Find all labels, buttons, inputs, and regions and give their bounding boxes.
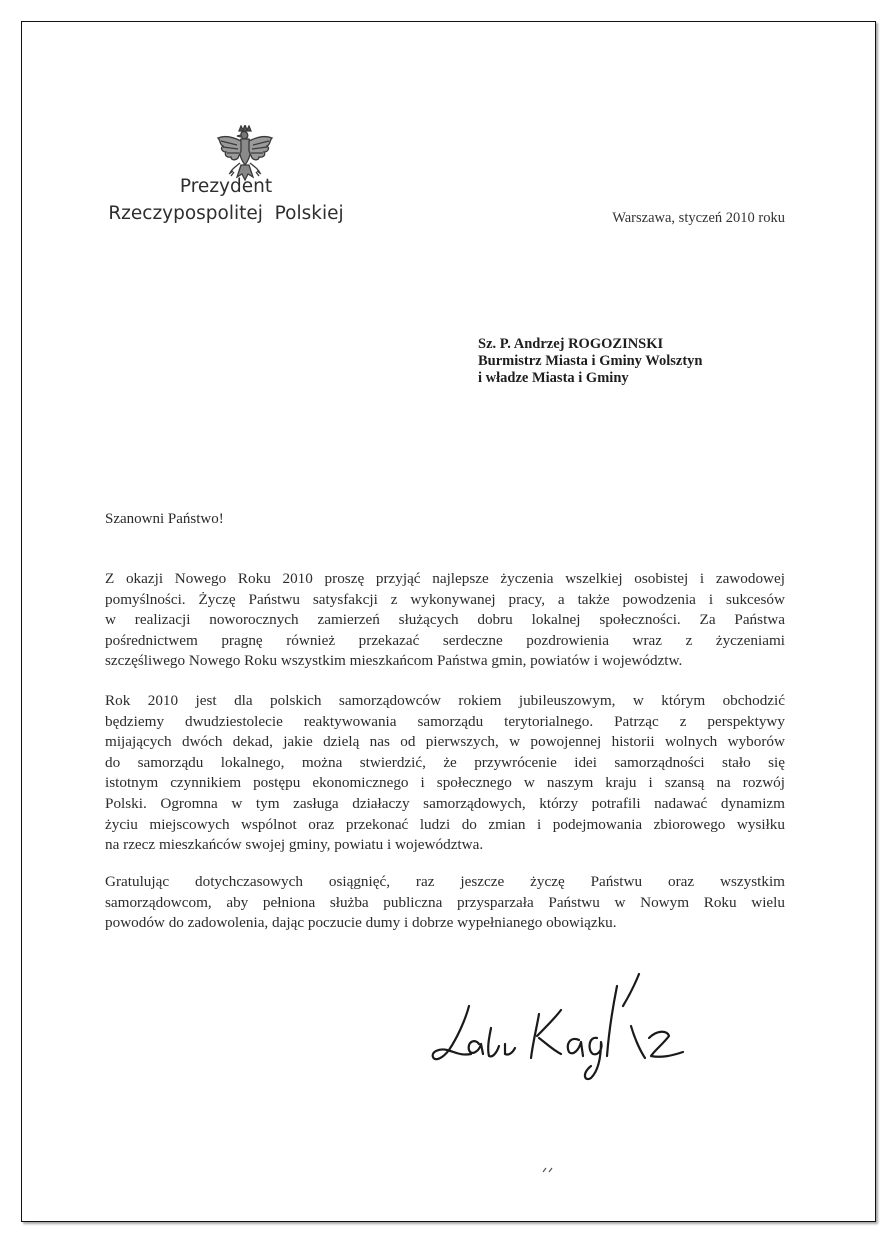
paragraph-line: do samorządu lokalnego, można stwierdzić, że przywrócenie idei samorządności stało się xyxy=(105,753,785,771)
paragraph-line: samorządowcom, aby pełniona służba publiczna przysparzała Państwu w Nowym Roku wielu xyxy=(105,893,785,911)
office-title-line-1: Prezydent xyxy=(179,176,273,197)
paragraph-line: będziemy dwudziestolecie reaktywowania samorządu terytorialnego. Patrząc z perspektywy xyxy=(105,712,785,730)
paragraph-line: Z okazji Nowego Roku 2010 proszę przyjąć najlepsze życzenia wszelkiej osobistej i zawodowej xyxy=(105,570,785,587)
letter-date: Warszawa, styczeń 2010 roku xyxy=(612,210,785,226)
paragraph-line: na rzecz mieszkańców swojej gminy, powiatu i województwa. xyxy=(105,836,484,854)
paragraph-line: Gratulując dotychczasowych osiągnięć, raz jeszcze życzę Państwu oraz wszystkim xyxy=(105,873,785,890)
office-title xyxy=(101,173,351,227)
small-mark-icon xyxy=(541,1166,555,1174)
paragraph-line: powodów do zadowolenia, dając poczucie dumy i dobrze wypełnianego obowiązku. xyxy=(105,914,617,932)
paragraph-line: Rok 2010 jest dla polskich samorządowców rokiem jubileuszowym, w którym obchodzić xyxy=(105,692,785,709)
recipient-block xyxy=(478,336,702,387)
paragraph-line: mijających dwóch dekad, jakie dzielą nas od pierwszych, w powojennej historii wolnych wyborów xyxy=(105,733,785,751)
paragraph-1 xyxy=(105,569,785,672)
paragraph-line: szczęśliwego Nowego Roku wszystkim mieszkańcom Państwa gmin, powiatów i województw. xyxy=(105,652,683,670)
paragraph-line: życiu miejscowych wspólnot oraz przekonać ludzi do zmian i podejmowania zbiorowego wysiłku xyxy=(105,815,785,833)
paragraph-2 xyxy=(105,691,785,856)
letter-page xyxy=(21,21,876,1222)
paragraph-line: Polski. Ogromna w tym zasługa działaczy samorządowych, którzy potrafili nadawać dynamizm xyxy=(105,794,785,812)
paragraph-line: w realizacji noworocznych zamierzeń służących dobru lokalnej społeczności. Za Państwa xyxy=(105,611,785,629)
paragraph-3 xyxy=(105,872,785,934)
recipient-line-3: i władze Miasta i Gminy xyxy=(478,370,629,386)
recipient-line-2: Burmistrz Miasta i Gminy Wolsztyn xyxy=(478,353,703,369)
office-title-line-2: Rzeczypospolitej Polskiej xyxy=(108,203,344,224)
salutation: Szanowni Państwo! xyxy=(105,511,224,527)
handwritten-signature-icon xyxy=(421,966,691,1086)
paragraph-line: istotnym czynnikiem postępu ekonomicznego i społecznego w naszym kraju i szansą na rozwój xyxy=(105,774,785,792)
paragraph-line: pośrednictwem pragnę również przekazać serdeczne pozdrowienia wraz z życzeniami xyxy=(105,631,785,649)
paragraph-line: pomyślności. Życzę Państwu satysfakcji z wykonywanej pracy, a także powodzenia i sukcesów xyxy=(105,590,785,608)
recipient-line-1: Sz. P. Andrzej ROGOZINSKI xyxy=(478,336,664,352)
